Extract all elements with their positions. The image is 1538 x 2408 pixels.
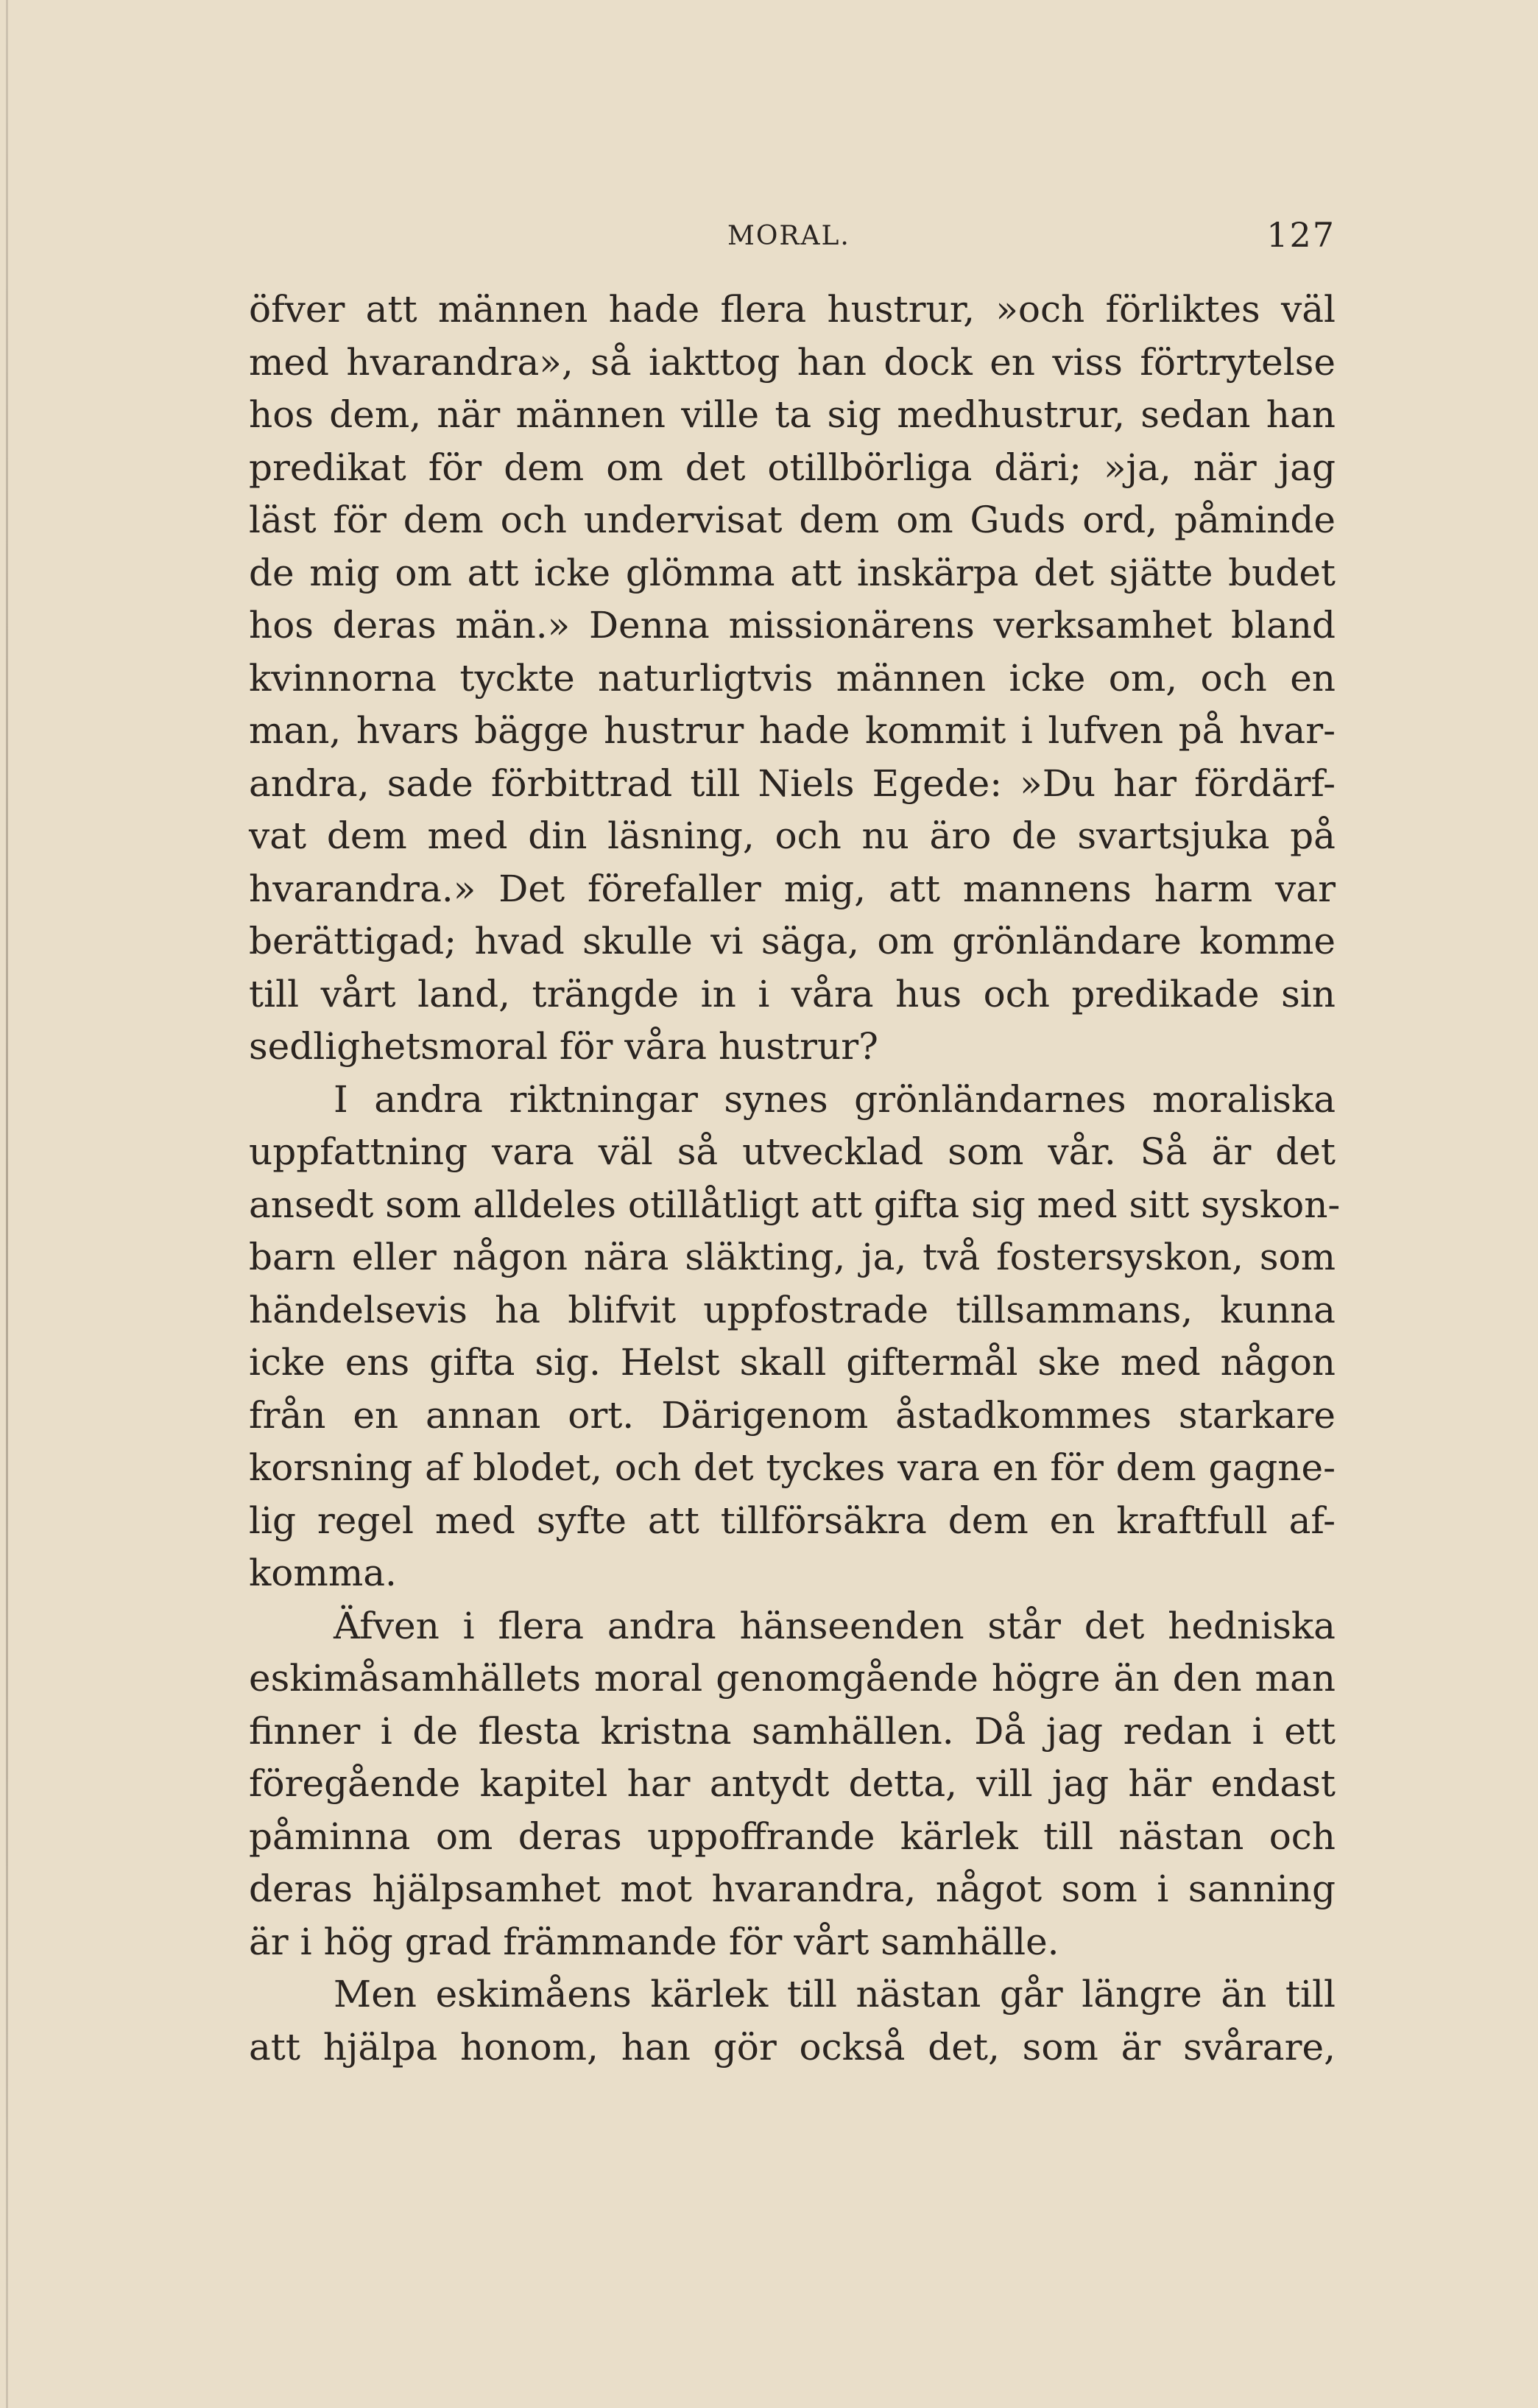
text-line: de mig om att icke glömma att inskärpa det sjätte budet — [249, 551, 1336, 594]
text-line: öfver att männen hade flera hustrur, »och förliktes väl — [249, 288, 1336, 331]
text-line: händelsevis ha blifvit uppfostrade tillsammans, kunna — [249, 1288, 1336, 1331]
text-line: att hjälpa honom, han gör också det, som är svårare, — [249, 2025, 1336, 2069]
text-line: ansedt som alldeles otillåtligt att gifta sig med sitt syskon- — [249, 1183, 1341, 1226]
text-line: föregående kapitel har antydt detta, vill jag här endast — [249, 1762, 1336, 1805]
text-line: läst för dem och undervisat dem om Guds ord, påminde — [249, 499, 1336, 541]
text-line: till vårt land, trängde in i våra hus och predikade sin — [249, 972, 1336, 1015]
body-text — [249, 284, 1341, 2074]
running-title: MORAL. — [727, 221, 850, 251]
text-line: barn eller någon nära släkting, ja, två fostersyskon, som — [249, 1236, 1336, 1278]
text-line: sedlighetsmoral för våra hustrur? — [249, 1025, 878, 1068]
text-line: från en annan ort. Därigenom åstadkommes starkare — [249, 1393, 1336, 1437]
text-line: Men eskimåens kärlek till nästan går längre än till — [334, 1973, 1336, 2016]
text-line: med hvarandra», så iakttog han dock en viss förtrytelse — [249, 340, 1336, 384]
text-line: Äfven i flera andra hänseenden står det hedniska — [334, 1604, 1336, 1647]
text-line: påminna om deras uppoffrande kärlek till nästan och — [249, 1814, 1336, 1858]
text-line: eskimåsamhällets moral genomgående högre än den man — [249, 1657, 1336, 1700]
text-line: hvarandra.» Det förefaller mig, att mannens harm var — [249, 867, 1336, 910]
text-line: korsning af blodet, och det tyckes vara en för dem gagne- — [249, 1446, 1336, 1489]
text-line: deras hjälpsamhet mot hvarandra, något som i sanning — [249, 1867, 1336, 1910]
page-number: 127 — [1266, 215, 1336, 255]
text-line: finner i de flesta kristna samhällen. Då jag redan i ett — [249, 1709, 1336, 1753]
text-line: är i hög grad främmande för vårt samhälle. — [249, 1920, 1059, 1963]
text-line: andra, sade förbittrad till Niels Egede: »Du har fördärf- — [249, 761, 1336, 805]
text-line: predikat för dem om det otillbörliga däri; »ja, när jag — [249, 446, 1336, 489]
text-line: uppfattning vara väl så utvecklad som vår. Så är det — [249, 1130, 1336, 1173]
text-line: man, hvars bägge hustrur hade kommit i lufven på hvar- — [249, 709, 1336, 752]
page-header — [249, 215, 1336, 255]
text-line: hos deras män.» Denna missionärens verksamhet bland — [249, 604, 1336, 647]
text-line: berättigad; hvad skulle vi säga, om grönländare komme — [249, 920, 1336, 962]
text-line: kvinnorna tyckte naturligtvis männen icke om, och en — [249, 656, 1336, 700]
text-line: hos dem, när männen ville ta sig medhustrur, sedan han — [249, 393, 1336, 436]
page-edge-shadow — [6, 0, 8, 2408]
text-line: komma. — [249, 1552, 397, 1594]
text-line: vat dem med din läsning, och nu äro de svartsjuka på — [249, 814, 1336, 857]
text-line: lig regel med syfte att tillförsäkra dem en kraftfull af- — [249, 1499, 1336, 1542]
text-line: I andra riktningar synes grönländarnes moraliska — [334, 1077, 1336, 1121]
text-line: icke ens gifta sig. Helst skall giftermål ske med någon — [249, 1341, 1336, 1384]
